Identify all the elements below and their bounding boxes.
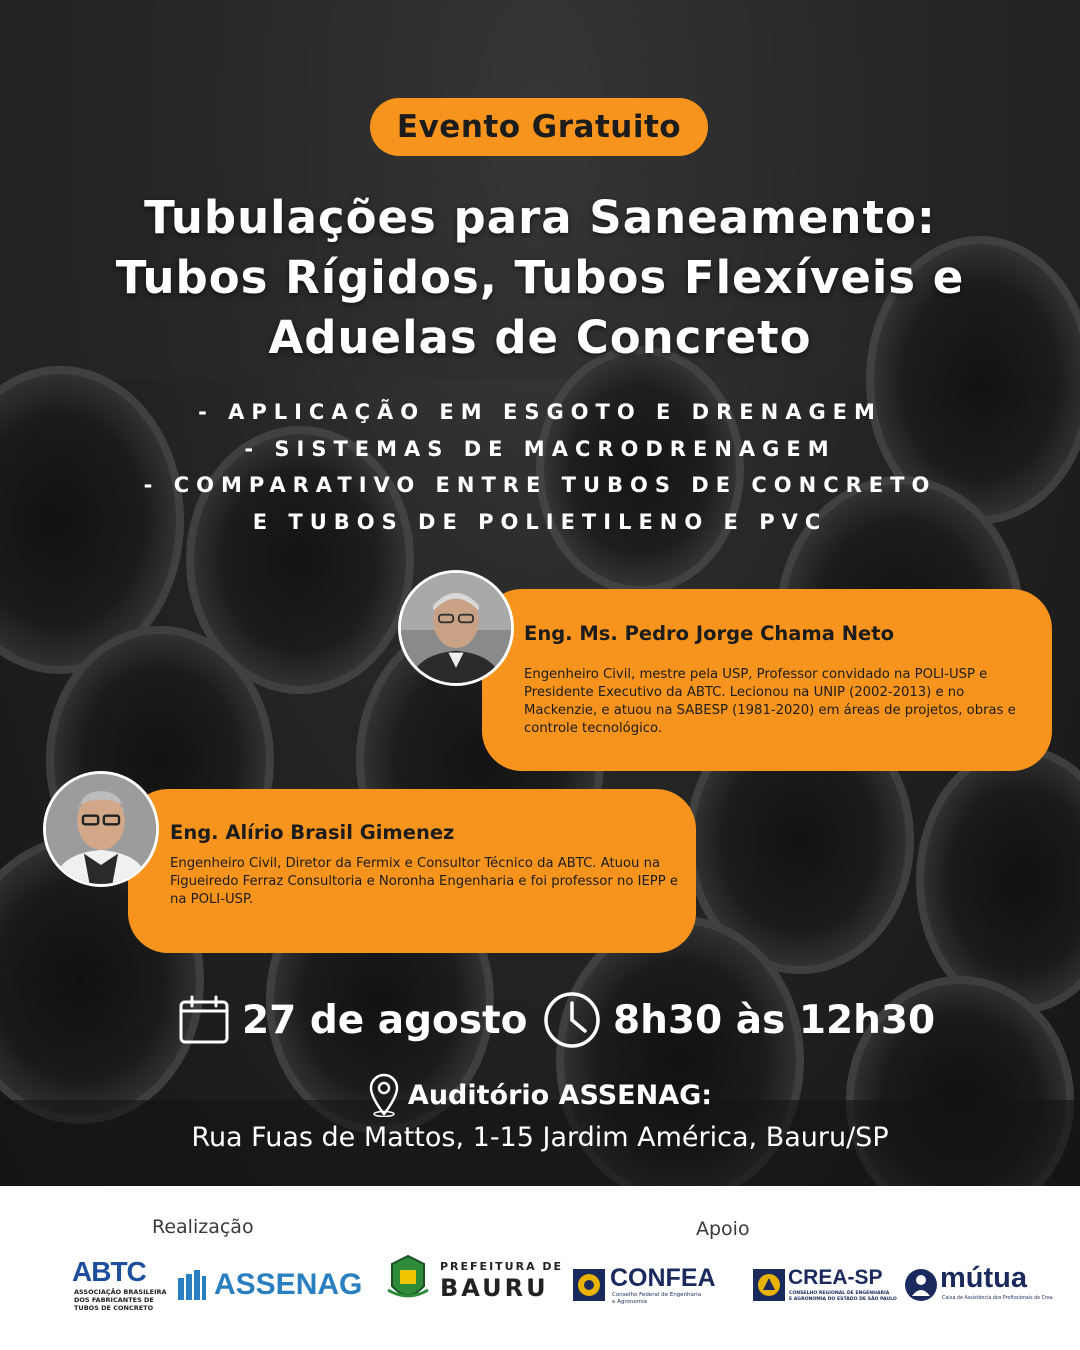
speaker-name: Eng. Alírio Brasil Gimenez [170, 821, 455, 844]
venue-name [0, 1072, 1080, 1118]
realizacao-label: Realização [152, 1216, 254, 1238]
bauru-crest-icon [386, 1254, 430, 1306]
event-time [543, 990, 935, 1050]
topic-item: E TUBOS DE POLIETILENO E PVC [252, 509, 828, 534]
assenag-mark-icon [176, 1270, 208, 1302]
venue-name-text: Auditório ASSENAG: [407, 1079, 713, 1111]
event-venue [0, 1072, 1080, 1153]
speaker-bio: Engenheiro Civil, Diretor da Fermix e Consultor Técnico da ABTC. Atuou na Figueiredo Ferraz Consultoria e Noronha Engenharia e foi professor no IEPP e na POLI-USP. [170, 856, 679, 907]
confea-seal-icon [572, 1268, 606, 1302]
speaker-bio: Engenheiro Civil, mestre pela USP, Professor convidado na POLI-USP e Presidente Executivo da ABTC. Lecionou na UNIP (2002-2013) e no Mackenzie, e atuou na SABESP (1981-2020) em áreas de projetos, obras e controle tecnológico. [524, 667, 1016, 736]
crea-sp-logo [752, 1266, 897, 1306]
bauru-logo-subtext: PREFEITURA DE [440, 1260, 564, 1273]
crea-logo-subtext: E AGRONOMIA DO ESTADO DE SÃO PAULO [789, 1297, 897, 1302]
topic-item: - APLICAÇÃO EM ESGOTO E DRENAGEM [198, 400, 882, 424]
portrait-icon [401, 573, 511, 683]
mutua-logo [904, 1262, 1053, 1306]
speaker-photo-2 [43, 771, 159, 887]
title-line-1: Tubulações para Saneamento: [144, 191, 936, 244]
location-pin-icon [368, 1073, 400, 1117]
abtc-logo [72, 1256, 167, 1316]
topics-list [40, 394, 1040, 540]
assenag-logo [176, 1268, 363, 1304]
bauru-logo-text: BAURU [440, 1274, 549, 1302]
crea-seal-icon [752, 1268, 786, 1302]
confea-logo-text: CONFEA [610, 1264, 716, 1292]
confea-logo-subtext: Conselho Federal de Engenharia [612, 1292, 702, 1298]
time-text: 8h30 às 12h30 [613, 997, 936, 1043]
speaker-photo-1 [398, 570, 514, 686]
free-event-badge: Evento Gratuito [370, 98, 708, 156]
abtc-logo-subtext: DOS FABRICANTES DE [74, 1296, 154, 1304]
crea-logo-text: CREA-SP [788, 1266, 883, 1289]
mutua-logo-text: mútua [940, 1262, 1027, 1294]
mutua-logo-subtext: Caixa de Assistência dos Profissionais do Crea [942, 1296, 1053, 1301]
crea-logo-subtext: CONSELHO REGIONAL DE ENGENHARIA [789, 1291, 890, 1296]
sponsors-footer [0, 1186, 1080, 1350]
assenag-logo-text: ASSENAG [214, 1268, 363, 1301]
abtc-logo-subtext: ASSOCIAÇÃO BRASILEIRA [74, 1288, 167, 1296]
confea-logo [572, 1266, 727, 1306]
bauru-logo [386, 1254, 564, 1306]
abtc-logo-subtext: TUBOS DE CONCRETO [74, 1304, 154, 1312]
title-line-3: Aduelas de Concreto [268, 311, 812, 364]
topic-item: - SISTEMAS DE MACRODRENAGEM [244, 436, 836, 461]
venue-address: Rua Fuas de Mattos, 1-15 Jardim América, Bauru/SP [191, 1122, 889, 1153]
speaker-card-1 [482, 589, 1052, 771]
speaker-name: Eng. Ms. Pedro Jorge Chama Neto [524, 622, 894, 645]
title-line-2: Tubos Rígidos, Tubos Flexíveis e [115, 251, 965, 304]
speaker-card-2 [128, 789, 696, 953]
calendar-icon [178, 994, 230, 1046]
portrait-icon [46, 774, 156, 884]
mutua-mark-icon [904, 1268, 938, 1302]
abtc-logo-text: ABTC [72, 1256, 146, 1287]
date-text: 27 de agosto [242, 997, 528, 1043]
event-date [178, 990, 527, 1050]
topic-item: - COMPARATIVO ENTRE TUBOS DE CONCRETO [143, 473, 937, 497]
event-title [40, 188, 1040, 368]
apoio-label: Apoio [696, 1218, 750, 1240]
clock-icon [543, 991, 601, 1049]
confea-logo-subtext: e Agronomia [612, 1299, 647, 1305]
